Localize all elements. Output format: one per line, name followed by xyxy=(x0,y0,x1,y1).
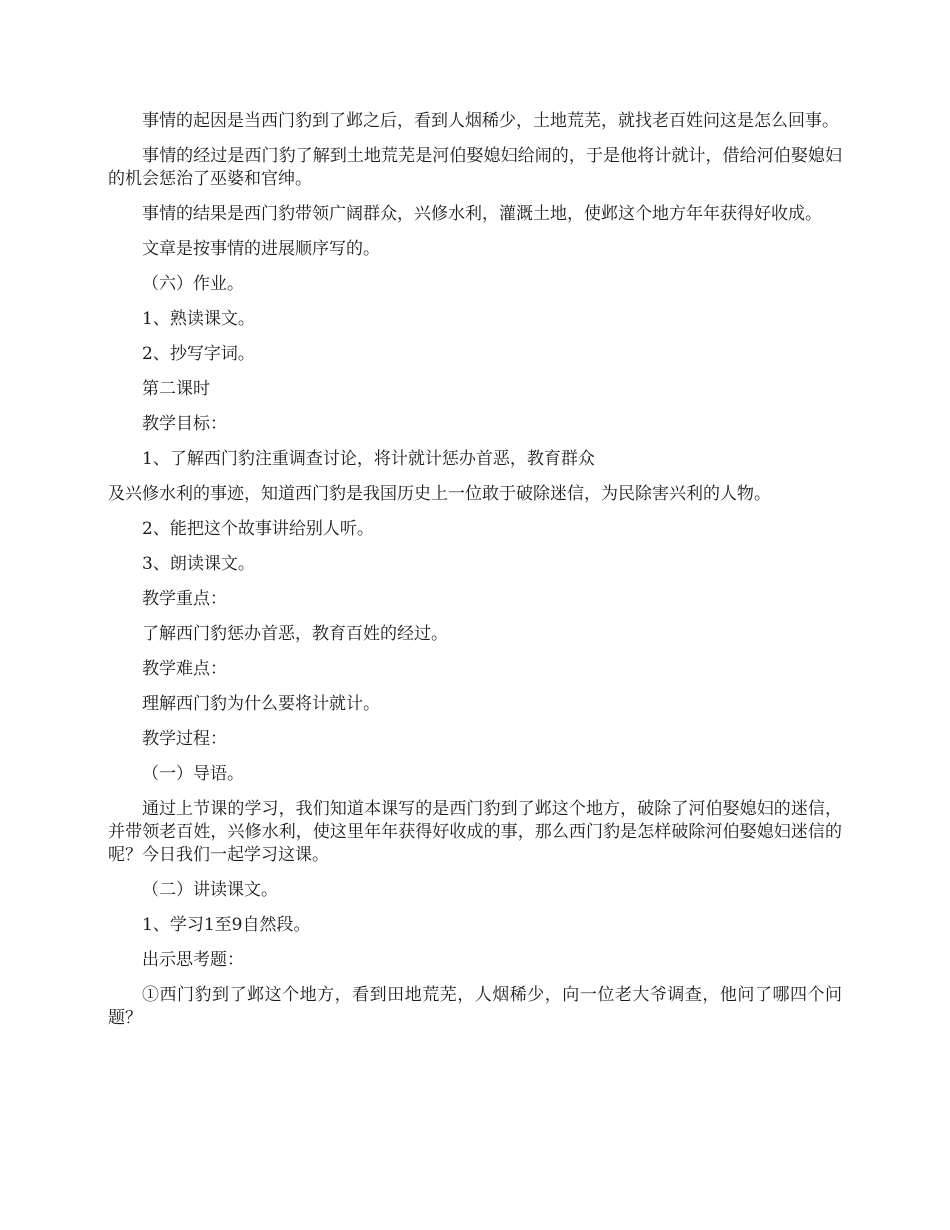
list-item: 1、了解西门豹注重调查讨论，将计就计惩办首恶，教育群众 xyxy=(142,449,595,469)
paragraph: 理解西门豹为什么要将计就计。 xyxy=(142,694,380,714)
paragraph: 文章是按事情的进展顺序写的。 xyxy=(142,239,380,259)
section-heading: （六）作业。 xyxy=(142,274,244,294)
section-heading: （一）导语。 xyxy=(142,764,244,784)
section-heading: 教学目标： xyxy=(142,414,227,434)
section-heading: 教学难点： xyxy=(142,659,227,679)
section-heading: （二）讲读课文。 xyxy=(142,880,278,900)
paragraph: 事情的结果是西门豹带领广阔群众，兴修水利，灌溉土地，使邺这个地方年年获得好收成。 xyxy=(142,204,822,224)
section-heading: 教学过程： xyxy=(142,729,227,749)
paragraph: 了解西门豹惩办首恶，教育百姓的经过。 xyxy=(142,624,448,644)
list-item: 2、抄写字词。 xyxy=(142,344,255,364)
paragraph: 及兴修水利的事迹，知道西门豹是我国历史上一位敢于破除迷信，为民除害兴利的人物。 xyxy=(108,484,771,504)
paragraph: 事情的起因是当西门豹到了邺之后，看到人烟稀少，土地荒芜，就找老百姓问这是怎么回事。 xyxy=(142,111,839,131)
paragraph: 出示思考题： xyxy=(142,950,244,970)
section-heading: 教学重点： xyxy=(142,589,227,609)
paragraph: 通过上节课的学习，我们知道本课写的是西门豹到了邺这个地方，破除了河伯娶媳妇的迷信，并带领老百姓，兴修水利，使这里年年获得好收成的事，那么西门豹是怎样破除河伯娶媳妇迷信的呢？今日我们一起学习这课。 xyxy=(108,799,842,865)
paragraph: 事情的经过是西门豹了解到土地荒芜是河伯娶媳妇给闹的，于是他将计就计，借给河伯娶媳妇的机会惩治了巫婆和官绅。 xyxy=(108,146,842,189)
section-heading: 第二课时 xyxy=(142,379,210,399)
list-item: 2、能把这个故事讲给别人听。 xyxy=(142,519,374,539)
question-item: ①西门豹到了邺这个地方，看到田地荒芜，人烟稀少，向一位老大爷调查，他问了哪四个问题？ xyxy=(108,985,842,1028)
list-item: 1、熟读课文。 xyxy=(142,309,255,329)
list-item: 1、学习1至9自然段。 xyxy=(142,915,311,935)
list-item: 3、朗读课文。 xyxy=(142,554,255,574)
